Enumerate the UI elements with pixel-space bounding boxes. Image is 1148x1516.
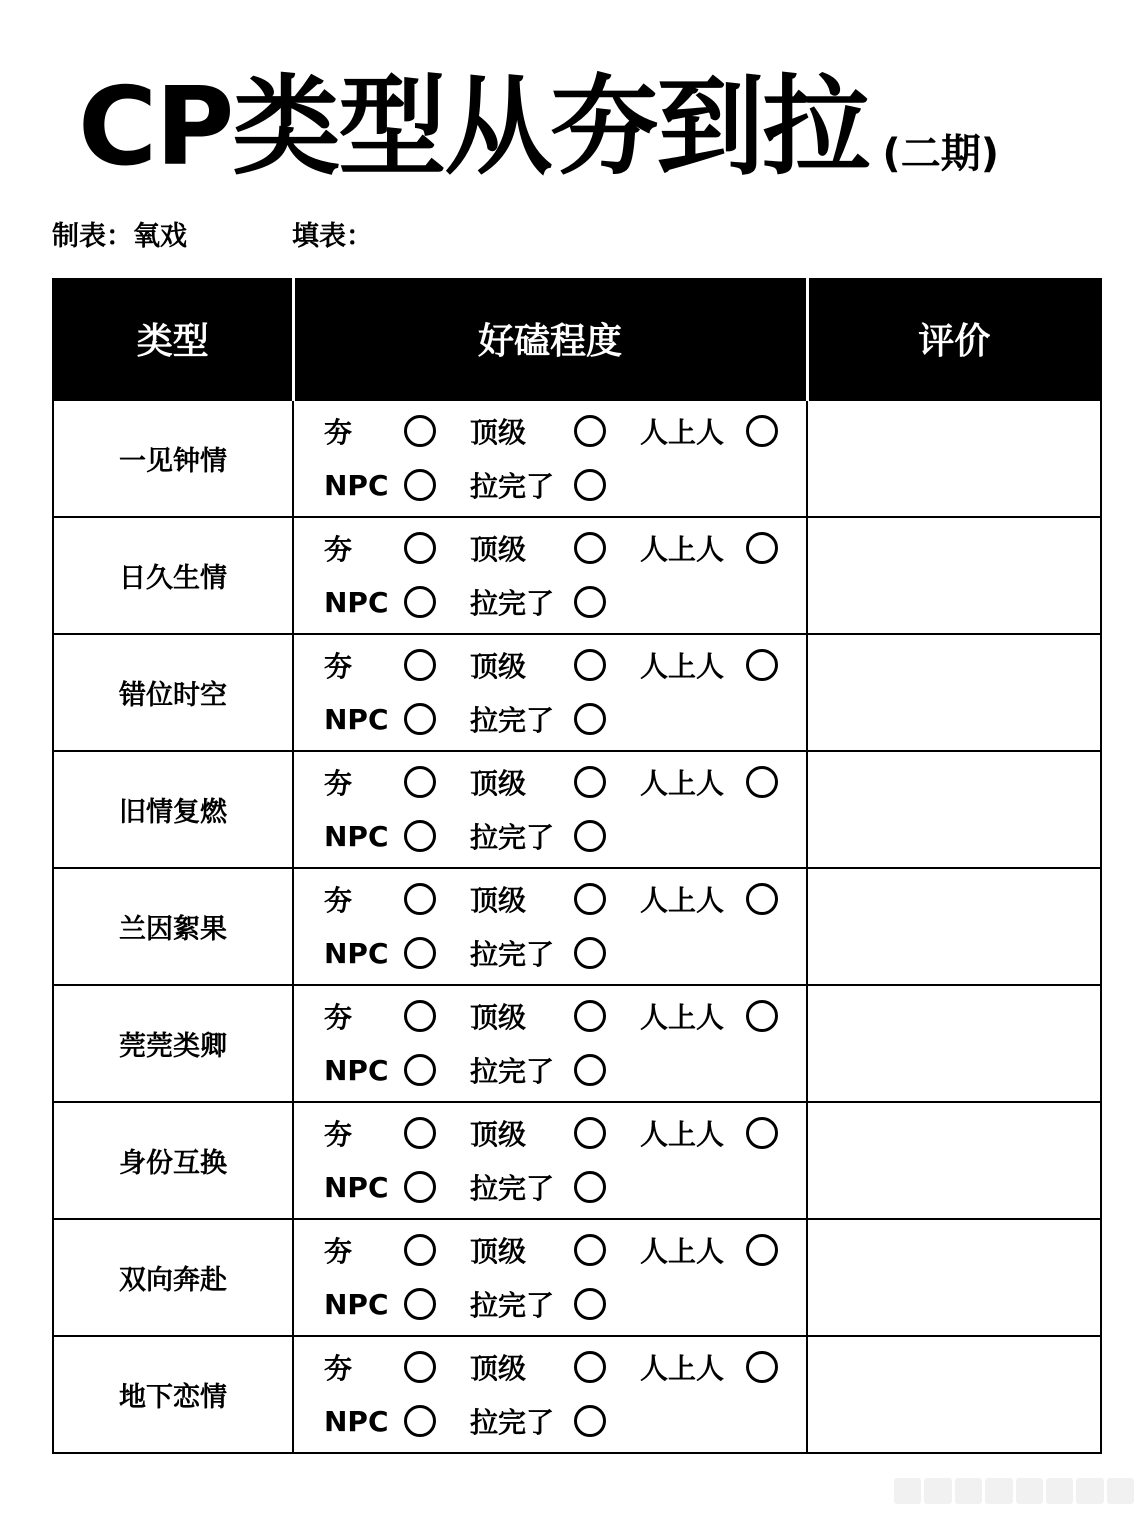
rating-radio[interactable] (574, 649, 606, 681)
table-row (53, 751, 1101, 868)
rating-option-label: 人上人 (640, 1118, 725, 1151)
review-cell[interactable] (807, 1219, 1101, 1336)
rating-option-label: 人上人 (640, 1235, 725, 1268)
rating-option-label: NPC (324, 1053, 389, 1087)
rating-option-label: 人上人 (640, 650, 725, 683)
header-review: 评价 (807, 278, 1101, 400)
rating-option-label: NPC (324, 1170, 389, 1204)
review-cell[interactable] (807, 868, 1101, 985)
rating-option-label: 顶级 (470, 1352, 527, 1385)
rating-radio[interactable] (574, 532, 606, 564)
rating-radio[interactable] (574, 820, 606, 852)
rating-radio[interactable] (404, 1288, 436, 1320)
rating-option-label: 拉完了 (470, 587, 555, 620)
rating-radio[interactable] (404, 1171, 436, 1203)
rating-option-label: NPC (324, 819, 389, 853)
review-cell[interactable] (807, 751, 1101, 868)
rating-radio[interactable] (404, 1405, 436, 1437)
table-row (53, 517, 1101, 634)
rating-radio[interactable] (574, 1234, 606, 1266)
cp-type-label: 身份互换 (53, 1102, 293, 1219)
rating-option-label: 拉完了 (470, 704, 555, 737)
rating-option-label: 顶级 (470, 533, 527, 566)
title-issue: (二期) (882, 131, 999, 177)
rating-radio[interactable] (404, 937, 436, 969)
review-cell[interactable] (807, 1102, 1101, 1219)
cp-type-label: 兰因絮果 (53, 868, 293, 985)
rating-option-label: NPC (324, 1287, 389, 1321)
rating-radio[interactable] (574, 1000, 606, 1032)
rating-radio[interactable] (404, 415, 436, 447)
rating-options (293, 517, 807, 634)
rating-radio[interactable] (574, 703, 606, 735)
rating-radio[interactable] (404, 883, 436, 915)
rating-option-label: NPC (324, 1404, 389, 1438)
rating-options (293, 1219, 807, 1336)
rating-radio[interactable] (404, 586, 436, 618)
rating-option-label: 夯 (324, 767, 353, 800)
rating-radio[interactable] (574, 766, 606, 798)
rating-radio[interactable] (574, 469, 606, 501)
rating-options (293, 751, 807, 868)
rating-option-label: 顶级 (470, 884, 527, 917)
rating-radio[interactable] (574, 1351, 606, 1383)
rating-radio[interactable] (574, 415, 606, 447)
rating-option-label: 顶级 (470, 1235, 527, 1268)
table-row (53, 868, 1101, 985)
table-row (53, 1336, 1101, 1453)
rating-option-label: 拉完了 (470, 1406, 555, 1439)
rating-option-label: 人上人 (640, 1001, 725, 1034)
rating-option-label: 人上人 (640, 767, 725, 800)
maker-label: 制表：氧戏 (52, 221, 187, 252)
rating-radio[interactable] (746, 766, 778, 798)
rating-option-label: NPC (324, 585, 389, 619)
rating-radio[interactable] (746, 1117, 778, 1149)
rating-option-label: 夯 (324, 416, 353, 449)
cp-type-label: 旧情复燃 (53, 751, 293, 868)
rating-options (293, 1102, 807, 1219)
rating-option-label: 人上人 (640, 884, 725, 917)
rating-radio[interactable] (746, 1000, 778, 1032)
rating-option-label: 顶级 (470, 416, 527, 449)
rating-option-label: 拉完了 (470, 1289, 555, 1322)
cp-type-label: 日久生情 (53, 517, 293, 634)
rating-option-label: 夯 (324, 1118, 353, 1151)
title-main: CP类型从夯到拉 (78, 65, 869, 190)
rating-option-label: NPC (324, 936, 389, 970)
rating-radio[interactable] (574, 1288, 606, 1320)
rating-radio[interactable] (404, 1117, 436, 1149)
rating-radio[interactable] (574, 937, 606, 969)
rating-option-label: 人上人 (640, 1352, 725, 1385)
rating-radio[interactable] (746, 883, 778, 915)
table-header-row (53, 278, 1101, 400)
header-type: 类型 (53, 278, 293, 400)
rating-option-label: NPC (324, 702, 389, 736)
rating-option-label: 夯 (324, 884, 353, 917)
rating-radio[interactable] (404, 1000, 436, 1032)
rating-option-label: 顶级 (470, 650, 527, 683)
rating-option-label: NPC (324, 468, 389, 502)
rating-radio[interactable] (746, 1351, 778, 1383)
rating-radio[interactable] (404, 820, 436, 852)
rating-radio[interactable] (404, 703, 436, 735)
form-meta (52, 214, 373, 253)
rating-radio[interactable] (746, 649, 778, 681)
table-row (53, 1219, 1101, 1336)
review-cell[interactable] (807, 634, 1101, 751)
rating-options (293, 985, 807, 1102)
rating-radio[interactable] (574, 1171, 606, 1203)
rating-radio[interactable] (404, 532, 436, 564)
review-cell[interactable] (807, 985, 1101, 1102)
rating-radio[interactable] (574, 883, 606, 915)
header-rating: 好磕程度 (293, 278, 807, 400)
rating-options (293, 1336, 807, 1453)
rating-option-label: 夯 (324, 533, 353, 566)
rating-option-label: 人上人 (640, 533, 725, 566)
rating-table (52, 278, 1102, 1454)
rating-option-label: 拉完了 (470, 938, 555, 971)
cp-type-label: 莞莞类卿 (53, 985, 293, 1102)
rating-radio[interactable] (746, 1234, 778, 1266)
rating-radio[interactable] (746, 532, 778, 564)
rating-radio[interactable] (574, 1405, 606, 1437)
rating-option-label: 拉完了 (470, 821, 555, 854)
rating-options (293, 634, 807, 751)
rating-option-label: 拉完了 (470, 470, 555, 503)
review-cell[interactable] (807, 1336, 1101, 1453)
rating-radio[interactable] (404, 1234, 436, 1266)
table-row (53, 1102, 1101, 1219)
rating-radio[interactable] (574, 1117, 606, 1149)
table-row (53, 634, 1101, 751)
review-cell[interactable] (807, 517, 1101, 634)
rating-radio[interactable] (404, 766, 436, 798)
rating-option-label: 人上人 (640, 416, 725, 449)
rating-radio[interactable] (404, 1351, 436, 1383)
rating-options (293, 400, 807, 517)
rating-option-label: 拉完了 (470, 1055, 555, 1088)
rating-radio[interactable] (746, 415, 778, 447)
rating-radio[interactable] (404, 1054, 436, 1086)
rating-option-label: 夯 (324, 1001, 353, 1034)
rating-option-label: 顶级 (470, 1001, 527, 1034)
rating-option-label: 夯 (324, 1235, 353, 1268)
rating-radio[interactable] (574, 586, 606, 618)
rating-option-label: 夯 (324, 1352, 353, 1385)
watermark (894, 1478, 1134, 1504)
cp-type-label: 地下恋情 (53, 1336, 293, 1453)
rating-option-label: 顶级 (470, 767, 527, 800)
rating-radio[interactable] (404, 649, 436, 681)
cp-type-label: 一见钟情 (53, 400, 293, 517)
rating-option-label: 拉完了 (470, 1172, 555, 1205)
page-title (78, 52, 999, 190)
rating-options (293, 868, 807, 985)
cp-type-label: 双向奔赴 (53, 1219, 293, 1336)
review-cell[interactable] (807, 400, 1101, 517)
filler-label: 填表： (292, 221, 373, 252)
cp-type-label: 错位时空 (53, 634, 293, 751)
rating-radio[interactable] (574, 1054, 606, 1086)
rating-option-label: 顶级 (470, 1118, 527, 1151)
rating-radio[interactable] (404, 469, 436, 501)
rating-option-label: 夯 (324, 650, 353, 683)
table-row (53, 985, 1101, 1102)
table-row (53, 400, 1101, 517)
